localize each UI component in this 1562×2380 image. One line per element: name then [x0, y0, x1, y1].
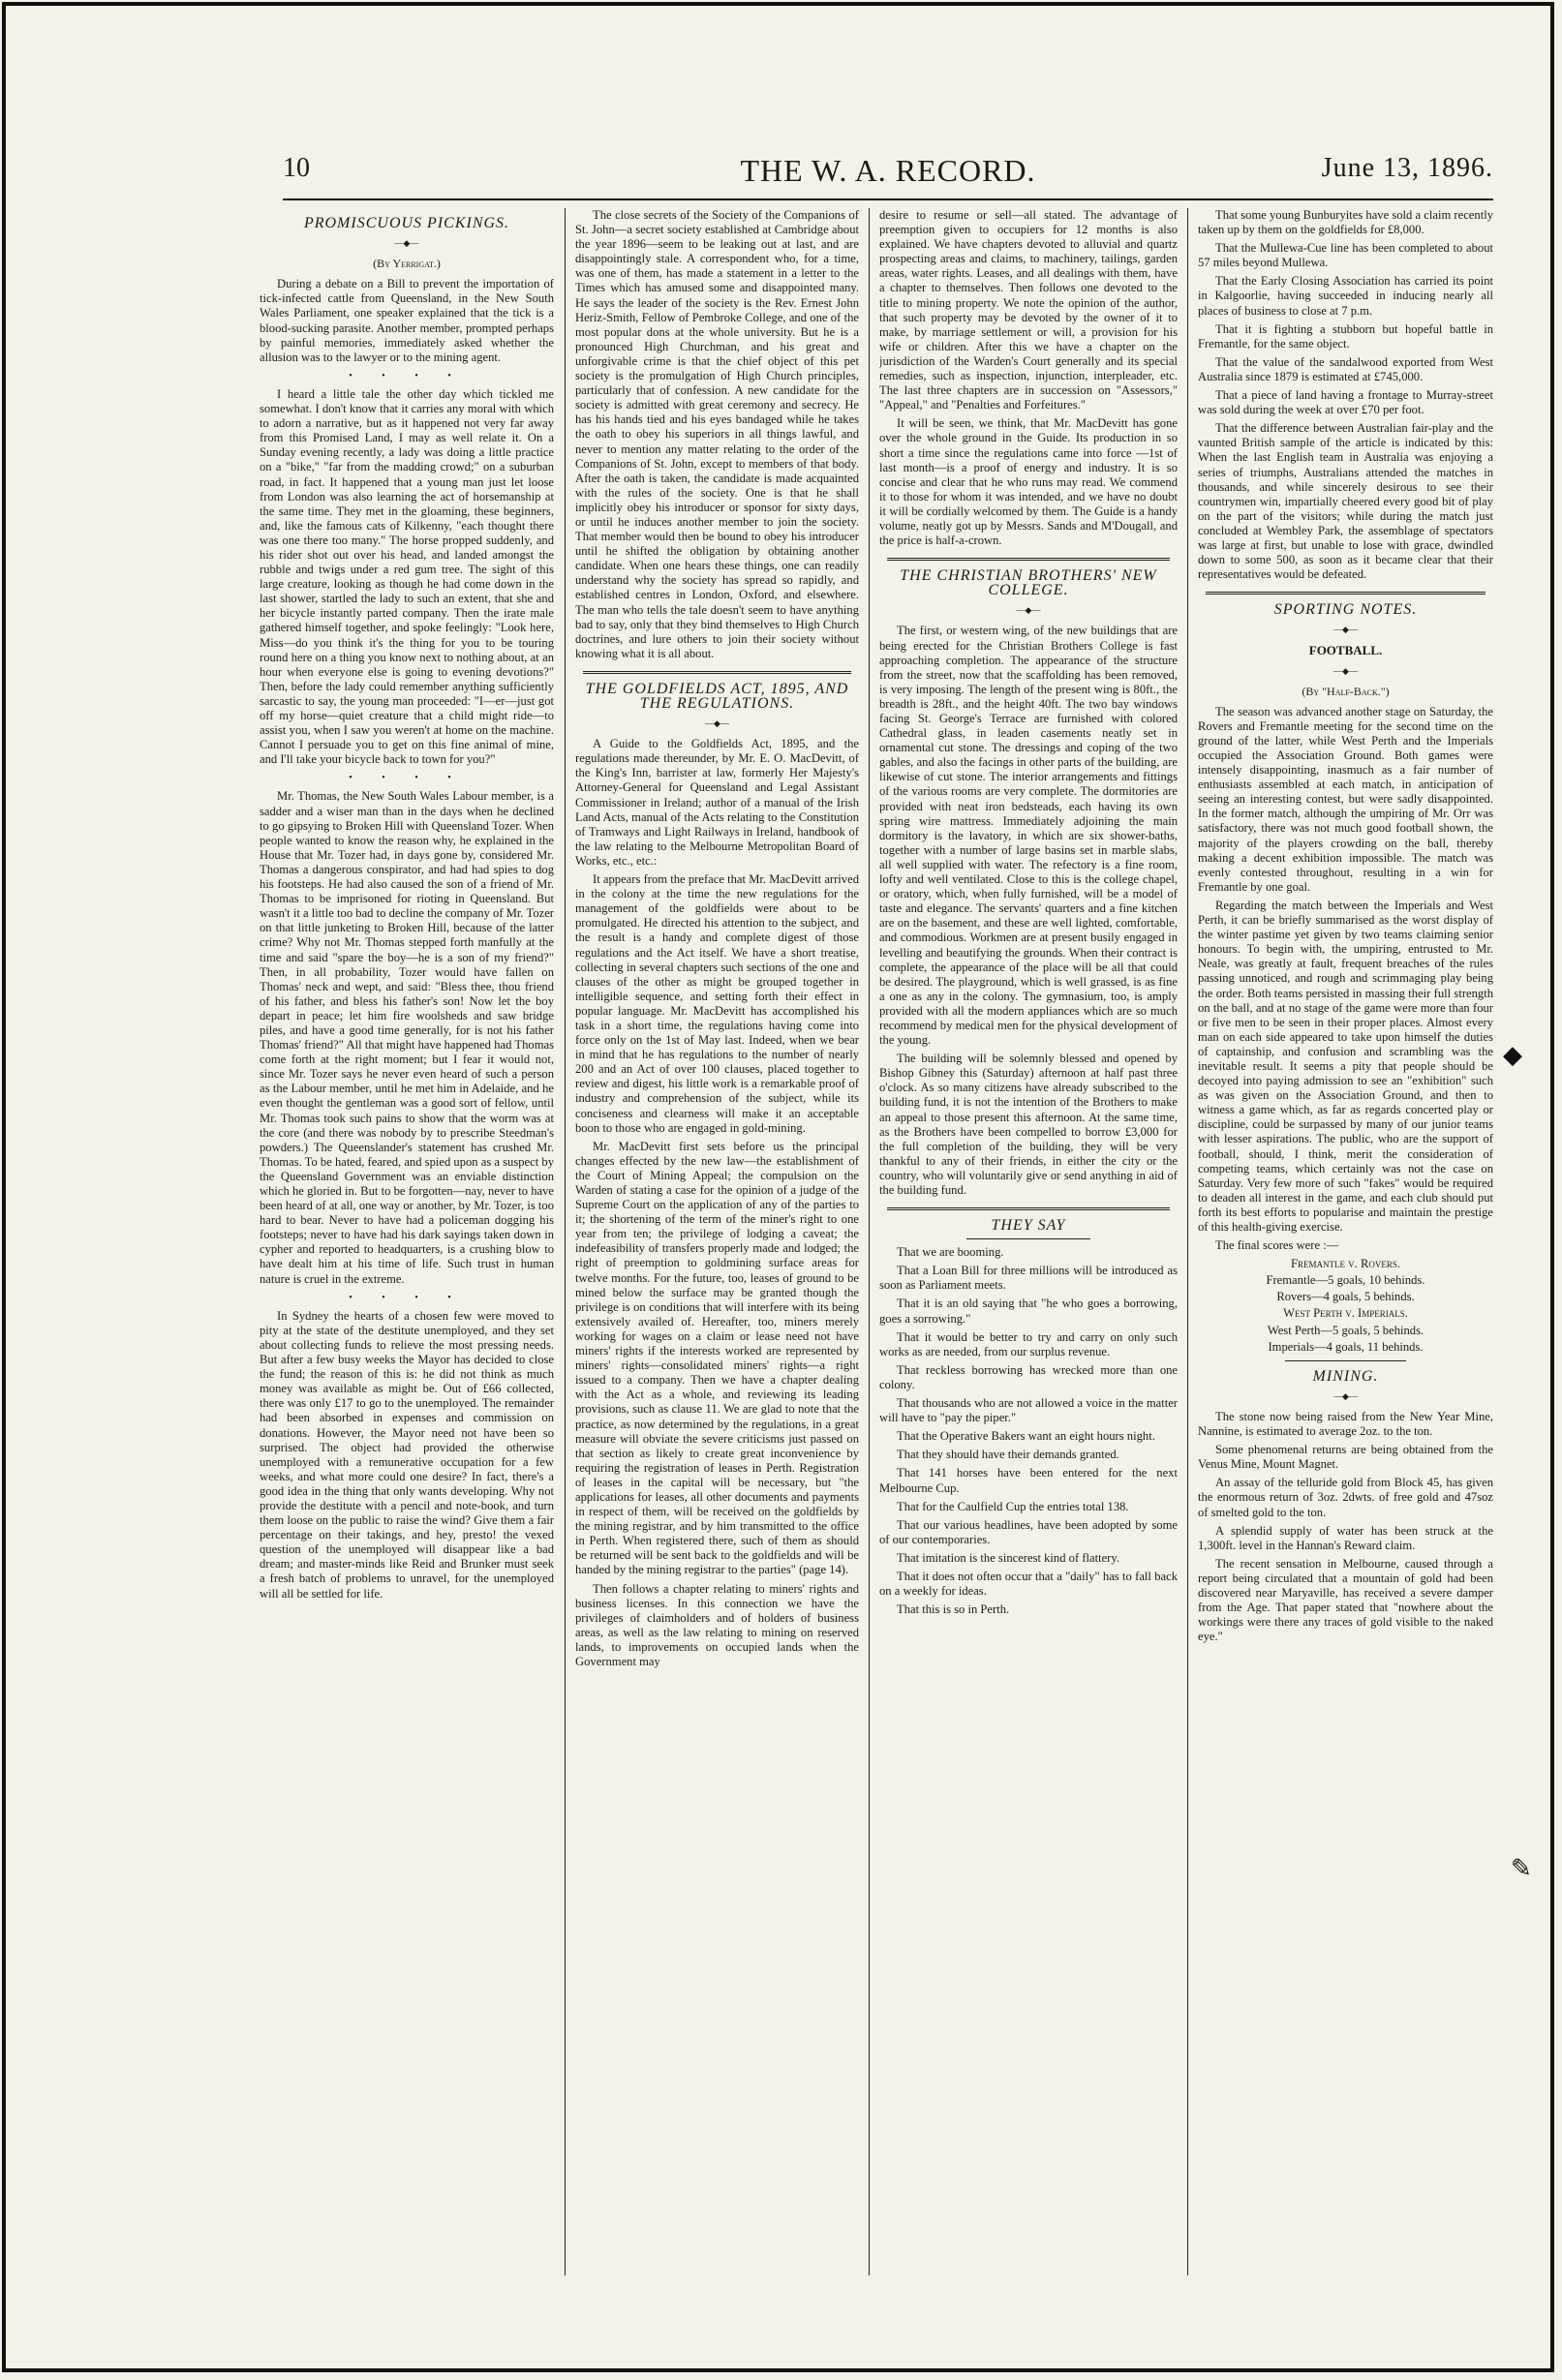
double-rule [887, 1207, 1170, 1210]
list-item: That some young Bunburyites have sold a claim recently taken up by them on the goldfields for £8,000. [1198, 208, 1493, 237]
list-item: That we are booming. [897, 1245, 1004, 1260]
article-paragraph: I heard a little tale the other day which tickled me somewhat. I don't know that it carries any moral with which to adorn a narrative, but as it happened not very far away from this Promised Land, I may as well relate it. On a Sunday evening recently, a lady was doing a little practice on a "bike," "far from the madding crowd;" on a suburban road, in fact. It happened that a young man just let loose from London was also learning the act of horsemanship at the same time. They met in the gloaming, these beginners, and, like the famous cats of Kilkenny, "each thought there was one there too many." The horse propped suddenly, and his rider shot out over his head, and landed amongst the rubble and twigs under a red gum tree. The sight of this large creature, looking as though he had come down in the last shower, startled the lady to such an extent, that she and her bicycle instantly parted company. Then the irate male gathered himself together, and spoke feelingly: "Look here, Miss—do you think it's the thing for you to be touring round here on a thing you know next to nothing about, at an hour when everyone else is going to evening devotions?" Then, before the lady could remember anything sufficiently sarcastic to say, the young man proceeded: "I—er—just got off my horse—quiet creature that a child might ride—to assist you, when I saw you weren't at home on the machine. Cannot I persuade you to get on this fine animal of mine, and I'll take your bicycle back to town for you?" [260, 386, 554, 767]
list-item: That the value of the sandalwood exported from West Australia since 1879 is estimated at £745,000. [1198, 354, 1493, 383]
article-paragraph: Then follows a chapter relating to miners' rights and business licenses. In this connection we have the privileges of claimholders and of holders of business areas, as well as the law relating to mining on reserved lands, to improvements on occupied lands when the Government may [575, 1581, 859, 1668]
article-paragraph: The first, or western wing, of the new buildings that are being erected for the Christian Brothers College is fast approaching completion. The appearance of the structure from the street, now that the scaffolding has been removed, is very imposing. The length of the present wing is 80ft., the breadth is 28ft., and the height 40ft. The two bay windows facing St. George's Terrace are furnished with colored Cathedral glass, in leaden casements neatly set in ornamental cut stone. The dressings and coping of the two gables, and also the facings in other parts of the building, are likewise of cut stone. The interior arrangements and fittings of the various rooms are very complete. The dormitories are provided with neat iron bedsteads, each having its own spring wire mattress. Immediately adjoining the main dormitory is the lavatory, in which are six shower-baths, together with a number of large basins set in marble slabs, all well supplied with water. The refectory is a fine room, lofty and well ventilated. Close to this is the college chapel, or oratory, which, when fully furnished, will be a model of taste and elegance. The servants' quarters and a fine kitchen are on the basement, and these are well lighted, comfortable, and commodious. Workmen are at present busily engaged in levelling and beautifying the grounds. When their contract is complete, the appearance of the place will be all that could be desired. The playground, which is well grassed, is as fine a one as any in the colony. The gymnasium, too, is amply provided with all the modern appliances which are so much recommend by medical men for the physical development of the young. [879, 624, 1178, 1048]
issue-date: June 13, 1896. [1321, 153, 1493, 183]
column-2 [575, 208, 859, 2275]
list-item: That a Loan Bill for three millions will be introduced as soon as Parliament meets. [879, 1264, 1178, 1293]
match-score: Fremantle—5 goals, 10 behinds. [1266, 1273, 1425, 1288]
page-header [283, 153, 1493, 192]
byline: (By "Half-Back.") [1302, 684, 1390, 698]
match-title: Fremantle v. Rovers. [1291, 1257, 1400, 1271]
article-paragraph: An assay of the telluride gold from Block 45, has given the enormous return of 3oz. 2dwts. of free gold and 47soz of smelted gold to the ton. [1198, 1476, 1493, 1519]
column-rule [565, 208, 566, 2275]
article-paragraph: Regarding the match between the Imperials and West Perth, it can be briefly summarised as the worst display of the winter pastime yet given by two teams claiming senior honours. To begin with, the umpiring, entrusted to Mr. Neale, was greatly at fault, frequent breaches of the rules passing unnoticed, and rough and scrimmaging play being the order. Both teams persisted in massing their full strength on the ball, and at no stage of the game were more than four or five men to be seen in their proper places. Almost every man on each side appeared to take upon himself the duties of captainship, and confusion and scrambling was the inevitable result. It seems a pity that people should be decoyed into paying admission to see an "exhibition" such as was given on the Association Ground, and then to witness a game which, as far as regards concerted play or discipline, could be surpassed by many of our junior teams with lesser aspirations. The public, who are the support of football, should, I think, merit the consideration of competing teams, which certainly was not the case on Saturday. Very few more of such "fakes" would be required to deaden all interest in the game, and each club should put forth its best efforts to popularise and maintain the prestige of this health-giving exercise. [1198, 898, 1493, 1234]
double-rule [887, 558, 1170, 561]
article-paragraph: A Guide to the Goldfields Act, 1895, and the regulations made thereunder, by Mr. E. O. MacDevitt, of the King's Inn, barrister at law, formerly Her Majesty's Attorney-General for Queensland and Legal Assistant Commissioner in Ireland; author of a manual of the Irish Land Acts, manual of the Acts relating to the Constitution of Tramways and Light Railways in Ireland, handbook of the law relating to the Melbourne Metropolitan Board of Works, etc., etc.: [575, 737, 859, 868]
article-paragraph: The stone now being raised from the New Year Mine, Nannine, is estimated to average 2oz. to the ton. [1198, 1409, 1493, 1439]
header-rule [283, 198, 1493, 200]
ornament: —◆— [705, 718, 729, 729]
ornament: —◆— [394, 238, 419, 249]
match-score: Rovers—4 goals, 5 behinds. [1276, 1290, 1415, 1304]
section-title-sporting-notes: SPORTING NOTES. [1273, 601, 1418, 619]
rule [1285, 1360, 1406, 1361]
article-paragraph: A splendid supply of water has been struck at the 1,300ft. level in the Hannan's Reward claim. [1198, 1523, 1493, 1552]
article-paragraph: Mr. Thomas, the New South Wales Labour member, is a sadder and a wiser man than in the days when he declined to go gipsying to Broken Hill with Queensland Tozer. When people wanted to know the reason why, he explained in the House that Mr. Tozer had, in days gone by, considered Mr. Thomas a dangerous conspirator, and had had spies to dog his footsteps. He had also caused the son of a friend of Mr. Thomas to be imprisoned for rioting in Queensland. But wasn't it a little too bad to decline the company of Mr. Tozer on that little junketing to Broken Hill, because of the latter crime? Why not Mr. Thomas stepped forth manfully at the time and said "spare the boy—he is a son of my friend?" Then, in all probability, Tozer would have fallen on Thomas' neck and wept, and said: "Bless thee, thou friend of his father, and bless his father's son! Now let the boy depart in peace; let him fire woolsheds and saw bridge piles, and have a good time generally, for is not his father Thomas' friend?" All that might have happened had Thomas come forth at the right moment; but I fear it would not, since Mr. Tozer says he never even heard of such a person as the Labour member, until he met him in Adelaide, and he even thought the gentleman was a good sort of fellow, until Mr. Thomas took such pains to show that the worm was at the core (and there was nobody by to prescribe Steedman's powders.) The Queenslander's statement has crushed Mr. Thomas. To be hated, feared, and spied upon as a suspect by the Queensland Government was an enviable distinction which he gloried in. But to be forgotten—nay, never to have been heard of at all, one way or another, by Mr. Tozer, is too hard to bear. Never to have had a policeman dogging his footsteps; never to have had his dark sayings taken down in cypher and reported to headquarters, is a crushing blow to have dealt him at his time of life. Such trust in human nature is cruel in the extreme. [260, 789, 554, 1286]
double-rule [1206, 592, 1485, 595]
list-item: That the Mullewa-Cue line has been completed to about 57 miles beyond Mullewa. [1198, 241, 1493, 270]
list-item: That 141 horses have been entered for the next Melbourne Cup. [879, 1466, 1178, 1495]
article-paragraph: The season was advanced another stage on Saturday, the Rovers and Fremantle meeting for the second time on the ground of the latter, while West Perth and the Imperials occupied the Association Ground. Both games were intensely disappointing, inasmuch as a fair number of enthusiasts assembled at each match, in anticipation of seeing an interesting contest, but were sadly disappointed. In the former match, although the umpiring of Mr. Orr was satisfactory, there was not much good football shown, the majority of the players crowding on the ball, thereby making a decent exhibition impossible. The match was evenly contested throughout, resulting in a win for Fremantle by one goal. [1198, 704, 1493, 894]
list-item: That it is fighting a stubborn but hopeful battle in Fremantle, for the same object. [1198, 321, 1493, 351]
article-paragraph: desire to resume or sell—all stated. The advantage of preemption given to occupiers for 12 months is also explained. We have chapters devoted to alluvial and quartz prospecting areas and claims, to machinery, tailings, garden areas, water rights. Leases, and all dealings with them, have a chapter to themselves. Then follows one devoted to the title to mining property. We note the opinion of the author, that such property may be devoted by the owner of it to make, by marriage settlement or will, a provision for his wife or children. After this we have a chapter on the jurisdiction of the Warden's Court generally and its special remedies, such as inspection, injunction, interpleader, etc. The last three chapters are in succession on "Assessors," "Appeal," and "Penalties and Forfeitures." [879, 208, 1178, 412]
list-item: That it does not often occur that a "daily" has to fall back on a weekly for ideas. [879, 1569, 1178, 1599]
list-item: That this is so in Perth. [897, 1602, 1010, 1617]
match-score: Imperials—4 goals, 11 behinds. [1268, 1339, 1424, 1354]
list-item: That it would be better to try and carry on only such works as are needed, from our surplus revenue. [879, 1329, 1178, 1358]
article-paragraph: It will be seen, we think, that Mr. MacDevitt has gone over the whole ground in the Guide. Its production in so short a time since the regulations came into force —1st of last month—is a proof of energy and industry. It is so concise and clear that he who runs may read. We commend it to those for whom it was intended, and we have no doubt it will be cordially welcomed by them. The Guide is a handy volume, neatly got up by Messrs. Sands and M'Dougall, and the price is half-a-crown. [879, 416, 1178, 548]
column-4 [1198, 208, 1493, 2275]
list-item: That the Early Closing Association has carried its point in Kalgoorlie, having succeeded in inducing nearly all places of business to close at 7 p.m. [1198, 274, 1493, 318]
masthead: THE W. A. RECORD. [740, 153, 1036, 188]
article-paragraph: During a debate on a Bill to prevent the importation of tick-infected cattle from Queensland, in the New South Wales Parliament, one speaker explained that the tick is a blood-sucking parasite. Another member, prompted perhaps by painful memories, immediately asked whether the allusion was to the lawyer or to the mining agent. [260, 277, 554, 364]
article-paragraph: The close secrets of the Society of the Companions of St. John—a secret society established at Cambridge about the year 1896—seem to be leaking out at last, and are disappointingly stale. A correspondent who, for a time, was one of them, has made a statement in a letter to the Times which has amused some and disappointed many. He says the leader of the society is the Rev. Ernest John Heriz-Smith, Fellow of Pembroke College, and one of the most popular dons at the whole university. But he is a pronounced High Churchman, and his great and unforgivable crime is that the chief object of this pet society is the promulgation of High Church principles, particularly that of confession. A new candidate for the society is admitted with great ceremony and secrecy. He has his hands tied and his eyes bandaged while he takes the oath to obey his superiors in all things lawful, and never to mention any matter relating to the order of the Companions of St. John, except to members of that body. After the oath is taken, the candidate is made acquainted with the rules of the society. One is that he shall implicitly obey his introducer or sponsor for sixty days, or until he induces another member to join the society. That member would then be bound to obey his introducer until he shifted the obligation by obtaining another candidate. When one hears these things, one can readily understand why the society has spread so rapidly, and established centres in London, Oxford, and elsewhere. The man who tells the tale doesn't seem to have anything bad to say, only that they bind themselves to High Church doctrines, and lure others to join their society without knowing what it is all about. [575, 208, 859, 660]
list-item: That our various headlines, have been adopted by some of our contemporaries. [879, 1517, 1178, 1546]
ornament: —◆— [1333, 1390, 1358, 1401]
match-title: West Perth v. Imperials. [1283, 1306, 1408, 1321]
article-paragraph: In Sydney the hearts of a chosen few were moved to pity at the state of the destitute unemployed, and they set about collecting funds to relieve the most pressing needs. But after a few busy weeks the Mayor has decided to close the fund; the reason of this is: he did not think as much money was available as might be. Out of £66 collected, there was only £17 to go to the unemployed. The remainder had been absorbed in expenses and commission on donations. However, the Mayor need not have been so surprised. The object had provided the otherwise unemployed with a remunerative occupation for a few weeks, and what more could one desire? In fact, there's a good idea in the thing that only wants developing. Why not provide the destitute with a pencil and note-book, and turn them loose on the public to raise the wind? Give them a fair percentage on their takings, and hey, presto! the vexed question of the unemployed will disappear like a bad dream; and master-minds like Reid and Brunker must seek a fresh batch of problems to unravel, for the unemployed will all be settled for life. [260, 1308, 554, 1601]
list-item: That thousands who are not allowed a voice in the matter will have to "pay the piper." [879, 1396, 1178, 1425]
section-title-goldfields-act: THE GOLDFIELDS ACT, 1895, AND THE REGULATIONS. [585, 680, 849, 712]
list-item: That a piece of land having a frontage to Murray-street was sold during the week at over £70 per foot. [1198, 388, 1493, 417]
article-paragraph: Mr. MacDevitt first sets before us the principal changes effected by the new law—the establishment of the Court of Mining Appeal; the compulsion on the Warden of stating a case for the opinion of a judge of the Supreme Court on the application of any of the parties to it; the shortening of the term of the miner's right to one year from ten; the privilege of lodging a caveat; the indefeasibility of transfers properly made and lodged; the right of preemption to goldmining surface areas for twelve months. For the future, too, leases of ground to be mined below the surface may be granted though the privilege is on conditions that will interfere with its being extensively availed of. Hereafter, too, miners merely working for wages on a claim or lease need not have miners' rights if the interests worked are represented by miners' rights—consolidated miners' rights—a right issued to a company. Then we have a chapter dealing with the Act as a whole, and reviewing its leading provisions, such as clause 11. We are glad to note that the practice, as now determined by the regulations, in a great measure will obviate the severe criticisms just passed on that section as likely to create great inconvenience by requiring the registration of leases in Perth. Registration of leases in the capital will be necessary, but "the applications for leases, all other documents and payments in respect of them, will be received on the goldfields by the mining registrar, and by him transmitted to the office in Perth. When registered there, such of them as should be returned will be sent back to the goldfields and will be handed by the mining registrar to the parties" (page 14). [575, 1139, 859, 1577]
list-item: That for the Caulfield Cup the entries total 138. [897, 1499, 1129, 1513]
section-title-promiscuous-pickings: PROMISCUOUS PICKINGS. [303, 215, 510, 231]
article-paragraph: The building will be solemnly blessed and opened by Bishop Gibney this (Saturday) afternoon at half past three o'clock. As so many citizens have already subscribed to the building fund, it is not the intention of the Brothers to make an appeal to those present this afternoon. At the same time, as the Brothers have been compelled to borrow £3,000 for the full completion of the building, they will be very thankful to any of their friends, in either the city or the country, who will voluntarily give or send anything in aid of the building fund. [879, 1052, 1178, 1197]
ornament: —◆— [1016, 605, 1041, 616]
column-rule [1187, 208, 1188, 2275]
list-item: That reckless borrowing has wrecked more than one colony. [879, 1362, 1178, 1391]
rule [966, 1238, 1090, 1239]
list-item: That the difference between Australian fair-play and the vaunted British sample of the article is indicated by this: When the last English team in Australia was enjoying a series of triumphs, Australians attended the matches in thousands, and while sincerely desirous to see their countrymen win, impartially cheered every good bit of play on the part of the visitors; while during the match just concluded at Wembley Park, the assemblage of spectators was large at first, but unable to lose with grace, dwindled down to some 500, as soon as it became clear that their representatives would be defeated. [1198, 421, 1493, 582]
list-item: That it is an old saying that "he who goes a borrowing, goes a sorrowing." [879, 1297, 1178, 1326]
list-item: That the Operative Bakers want an eight hours night. [897, 1429, 1155, 1444]
article-paragraph: The recent sensation in Melbourne, caused through a report being circulated that a mountain of gold had been discovered near Maryaville, has received a severe damper from the Age. That paper stated that "nowhere about the workings were there any traces of gold visible to the naked eye." [1198, 1556, 1493, 1644]
section-title-they-say: THEY SAY [991, 1217, 1066, 1235]
ink-mark-icon: ◆ [1503, 1041, 1522, 1069]
separator: • • • • [349, 773, 465, 784]
column-rule [869, 208, 870, 2275]
ornament: —◆— [1333, 665, 1358, 676]
article-paragraph: It appears from the preface that Mr. MacDevitt arrived in the colony at the time the new regulations for the management of the goldfields were about to be promulgated. He directed his attention to the subject, and the result is a handy and complete digest of those regulations and the Act itself. We have a short treatise, collecting in several chapters such sections of the one and clauses of the other as might be grouped together in intelligible sequence, and setting forth their effect in popular language. Mr. MacDevitt has accomplished his task in a short time, the regulations having come into force only on the 1st of May last. Indeed, when we bear in mind that he has regulations to the number of nearly 200 and an Act of over 100 clauses, placed together to review and digest, his little work is a remarkable proof of industry and comprehension of the subject, while its conciseness and clearness will make it an acceptable boon to those who are engaged in gold-mining. [575, 872, 859, 1135]
section-title-mining: MINING. [1312, 1367, 1379, 1385]
section-title-christian-brothers: THE CHRISTIAN BROTHERS' NEW COLLEGE. [900, 567, 1157, 599]
list-item: That they should have their demands granted. [897, 1448, 1119, 1462]
list-item: That imitation is the sincerest kind of flattery. [897, 1550, 1120, 1565]
page-number: 10 [283, 153, 310, 183]
separator: • • • • [349, 1292, 465, 1303]
ink-mark-icon: ✎ [1511, 1854, 1532, 1882]
separator: • • • • [349, 370, 465, 381]
column-3 [879, 208, 1178, 2275]
article-paragraph: The final scores were :— [1215, 1238, 1339, 1253]
ornament: —◆— [1333, 625, 1358, 635]
double-rule [583, 671, 851, 674]
match-score: West Perth—5 goals, 5 behinds. [1267, 1323, 1424, 1337]
article-paragraph: Some phenomenal returns are being obtained from the Venus Mine, Mount Magnet. [1198, 1443, 1493, 1472]
byline: (By Yerrigat.) [373, 257, 441, 271]
column-1 [260, 208, 554, 2275]
subsection-title-football: FOOTBALL. [1308, 643, 1383, 658]
